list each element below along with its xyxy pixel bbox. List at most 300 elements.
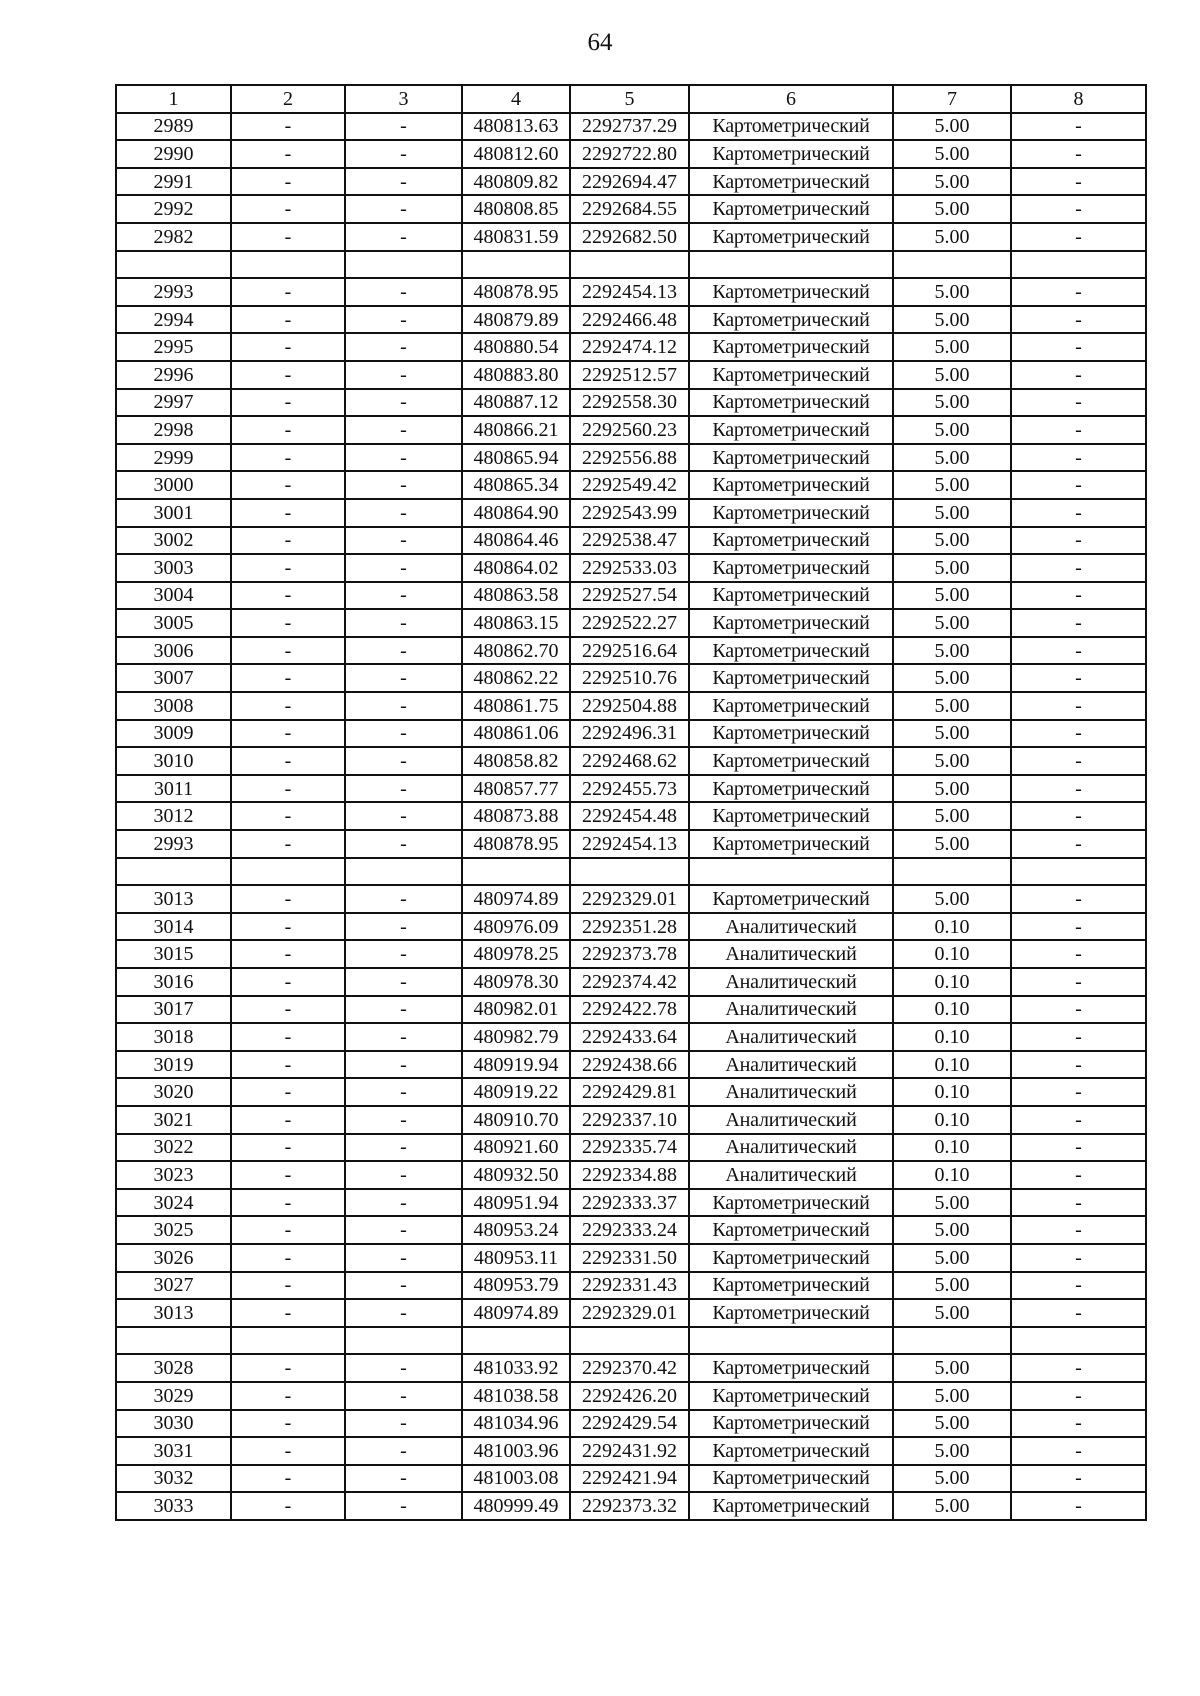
accuracy-cell: 5.00 [893,830,1011,858]
y-coordinate-cell: 2292522.27 [570,609,689,637]
col2-cell: - [231,1051,345,1079]
method-cell: Картометрический [689,802,893,830]
col3-cell: - [345,1161,462,1189]
point-number-cell: 3015 [116,940,231,968]
x-coordinate-cell: 480865.34 [462,471,570,499]
table-row [116,1216,1146,1244]
table-row [116,996,1146,1024]
y-coordinate-cell: 2292429.54 [570,1410,689,1438]
col2-cell: - [231,913,345,941]
point-number-cell: 2982 [116,223,231,251]
col2-cell: - [231,1216,345,1244]
table-row [116,251,1146,279]
accuracy-cell [893,858,1011,886]
method-cell: Картометрический [689,775,893,803]
x-coordinate-cell: 481003.96 [462,1437,570,1465]
x-coordinate-cell: 480808.85 [462,195,570,223]
table-row [116,1327,1146,1355]
x-coordinate-cell: 480809.82 [462,168,570,196]
col8-cell: - [1011,940,1146,968]
col2-cell: - [231,306,345,334]
method-cell: Картометрический [689,1382,893,1410]
col8-cell: - [1011,664,1146,692]
accuracy-cell: 5.00 [893,1382,1011,1410]
method-cell: Картометрический [689,554,893,582]
accuracy-cell: 0.10 [893,1106,1011,1134]
col2-cell: - [231,1134,345,1162]
accuracy-cell: 5.00 [893,1299,1011,1327]
x-coordinate-cell: 480864.90 [462,499,570,527]
col8-cell: - [1011,609,1146,637]
method-cell: Картометрический [689,389,893,417]
point-number-cell [116,1327,231,1355]
col8-cell: - [1011,278,1146,306]
method-cell: Картометрический [689,306,893,334]
col8-cell: - [1011,582,1146,610]
table-row [116,692,1146,720]
col8-cell: - [1011,140,1146,168]
table-row [116,968,1146,996]
method-cell: Картометрический [689,637,893,665]
y-coordinate-cell: 2292556.88 [570,444,689,472]
x-coordinate-cell: 480858.82 [462,747,570,775]
point-number-cell: 3029 [116,1382,231,1410]
col3-cell: - [345,830,462,858]
method-cell: Аналитический [689,1023,893,1051]
col3-cell: - [345,278,462,306]
table-row [116,306,1146,334]
table-row [116,1299,1146,1327]
table-row [116,609,1146,637]
table-row [116,664,1146,692]
method-cell: Картометрический [689,747,893,775]
col2-cell: - [231,1106,345,1134]
col8-cell: - [1011,996,1146,1024]
col8-cell: - [1011,554,1146,582]
table-row [116,1410,1146,1438]
method-cell: Картометрический [689,113,893,141]
y-coordinate-cell: 2292429.81 [570,1078,689,1106]
col3-cell: - [345,113,462,141]
y-coordinate-cell: 2292334.88 [570,1161,689,1189]
x-coordinate-cell: 481034.96 [462,1410,570,1438]
x-coordinate-cell: 480878.95 [462,830,570,858]
x-coordinate-cell: 480857.77 [462,775,570,803]
y-coordinate-cell: 2292496.31 [570,720,689,748]
col2-cell: - [231,664,345,692]
accuracy-cell: 5.00 [893,444,1011,472]
col3-cell: - [345,554,462,582]
accuracy-cell [893,1327,1011,1355]
col8-cell: - [1011,1382,1146,1410]
y-coordinate-cell: 2292722.80 [570,140,689,168]
point-number-cell [116,858,231,886]
accuracy-cell: 5.00 [893,306,1011,334]
table-row [116,858,1146,886]
point-number-cell: 2990 [116,140,231,168]
y-coordinate-cell: 2292431.92 [570,1437,689,1465]
accuracy-cell: 5.00 [893,1244,1011,1272]
x-coordinate-cell: 480978.25 [462,940,570,968]
accuracy-cell: 0.10 [893,996,1011,1024]
method-cell: Картометрический [689,444,893,472]
method-cell: Картометрический [689,140,893,168]
col3-cell: - [345,940,462,968]
col8-cell: - [1011,775,1146,803]
table-row [116,830,1146,858]
point-number-cell: 3028 [116,1354,231,1382]
accuracy-cell: 5.00 [893,885,1011,913]
col3-cell: - [345,1078,462,1106]
col2-cell: - [231,747,345,775]
point-number-cell: 3013 [116,1299,231,1327]
header-cell: 5 [570,85,689,113]
y-coordinate-cell: 2292682.50 [570,223,689,251]
method-cell: Аналитический [689,968,893,996]
point-number-cell: 3027 [116,1272,231,1300]
x-coordinate-cell: 480812.60 [462,140,570,168]
method-cell: Картометрический [689,1189,893,1217]
accuracy-cell: 0.10 [893,1023,1011,1051]
point-number-cell: 2999 [116,444,231,472]
x-coordinate-cell: 480831.59 [462,223,570,251]
method-cell: Картометрический [689,416,893,444]
y-coordinate-cell: 2292694.47 [570,168,689,196]
table-row [116,582,1146,610]
point-number-cell: 2991 [116,168,231,196]
table-row [116,1465,1146,1493]
col8-cell [1011,251,1146,279]
header-cell: 6 [689,85,893,113]
col3-cell: - [345,664,462,692]
col3-cell: - [345,527,462,555]
x-coordinate-cell: 481033.92 [462,1354,570,1382]
point-number-cell: 3024 [116,1189,231,1217]
y-coordinate-cell: 2292549.42 [570,471,689,499]
y-coordinate-cell: 2292370.42 [570,1354,689,1382]
point-number-cell: 3017 [116,996,231,1024]
col3-cell [345,858,462,886]
y-coordinate-cell: 2292516.64 [570,637,689,665]
accuracy-cell: 0.10 [893,1161,1011,1189]
y-coordinate-cell: 2292510.76 [570,664,689,692]
table-row [116,1051,1146,1079]
col8-cell: - [1011,168,1146,196]
method-cell: Картометрический [689,471,893,499]
point-number-cell: 3007 [116,664,231,692]
point-number-cell [116,251,231,279]
col3-cell: - [345,1382,462,1410]
accuracy-cell: 5.00 [893,333,1011,361]
col3-cell: - [345,471,462,499]
method-cell: Картометрический [689,830,893,858]
page-number: 64 [587,29,613,56]
method-cell: Картометрический [689,664,893,692]
col2-cell: - [231,996,345,1024]
method-cell: Аналитический [689,1051,893,1079]
x-coordinate-cell: 480878.95 [462,278,570,306]
method-cell: Аналитический [689,1078,893,1106]
table-row [116,940,1146,968]
col3-cell [345,1327,462,1355]
method-cell: Аналитический [689,1106,893,1134]
point-number-cell: 3023 [116,1161,231,1189]
accuracy-cell: 5.00 [893,168,1011,196]
accuracy-cell: 5.00 [893,664,1011,692]
table-row [116,802,1146,830]
y-coordinate-cell [570,251,689,279]
accuracy-cell: 5.00 [893,802,1011,830]
accuracy-cell: 5.00 [893,609,1011,637]
col2-cell: - [231,333,345,361]
table-row [116,278,1146,306]
point-number-cell: 3019 [116,1051,231,1079]
x-coordinate-cell: 480951.94 [462,1189,570,1217]
col2-cell: - [231,554,345,582]
y-coordinate-cell: 2292421.94 [570,1465,689,1493]
point-number-cell: 3018 [116,1023,231,1051]
table-row [116,361,1146,389]
table-row [116,1354,1146,1382]
method-cell: Картометрический [689,885,893,913]
x-coordinate-cell: 481038.58 [462,1382,570,1410]
method-cell: Картометрический [689,1410,893,1438]
x-coordinate-cell: 480974.89 [462,1299,570,1327]
header-cell: 1 [116,85,231,113]
y-coordinate-cell: 2292737.29 [570,113,689,141]
y-coordinate-cell: 2292454.13 [570,830,689,858]
col3-cell: - [345,1437,462,1465]
col3-cell: - [345,609,462,637]
point-number-cell: 3012 [116,802,231,830]
col8-cell: - [1011,527,1146,555]
y-coordinate-cell: 2292329.01 [570,1299,689,1327]
accuracy-cell: 5.00 [893,637,1011,665]
point-number-cell: 3013 [116,885,231,913]
col8-cell: - [1011,913,1146,941]
table-row [116,1106,1146,1134]
y-coordinate-cell: 2292329.01 [570,885,689,913]
y-coordinate-cell: 2292512.57 [570,361,689,389]
table-row [116,1134,1146,1162]
table-row [116,168,1146,196]
method-cell: Картометрический [689,1465,893,1493]
method-cell [689,251,893,279]
point-number-cell: 3003 [116,554,231,582]
header-cell: 4 [462,85,570,113]
method-cell: Картометрический [689,195,893,223]
method-cell: Картометрический [689,1437,893,1465]
accuracy-cell: 5.00 [893,361,1011,389]
col3-cell: - [345,1134,462,1162]
point-number-cell: 3021 [116,1106,231,1134]
accuracy-cell: 5.00 [893,747,1011,775]
x-coordinate-cell: 480953.24 [462,1216,570,1244]
col2-cell [231,858,345,886]
accuracy-cell: 5.00 [893,113,1011,141]
y-coordinate-cell: 2292331.50 [570,1244,689,1272]
point-number-cell: 2989 [116,113,231,141]
col3-cell: - [345,1244,462,1272]
col3-cell: - [345,582,462,610]
accuracy-cell [893,251,1011,279]
col8-cell: - [1011,1299,1146,1327]
col2-cell: - [231,499,345,527]
col3-cell: - [345,637,462,665]
point-number-cell: 3004 [116,582,231,610]
x-coordinate-cell: 480974.89 [462,885,570,913]
col8-cell: - [1011,416,1146,444]
col3-cell: - [345,885,462,913]
point-number-cell: 3020 [116,1078,231,1106]
col3-cell: - [345,1216,462,1244]
col2-cell: - [231,692,345,720]
table-header [116,85,1146,113]
accuracy-cell: 5.00 [893,1437,1011,1465]
y-coordinate-cell: 2292455.73 [570,775,689,803]
col3-cell: - [345,1410,462,1438]
col2-cell: - [231,609,345,637]
table-row [116,1272,1146,1300]
col3-cell: - [345,168,462,196]
y-coordinate-cell: 2292538.47 [570,527,689,555]
col8-cell: - [1011,1051,1146,1079]
col3-cell: - [345,968,462,996]
table-row [116,527,1146,555]
accuracy-cell: 5.00 [893,195,1011,223]
x-coordinate-cell: 480982.79 [462,1023,570,1051]
method-cell: Аналитический [689,940,893,968]
y-coordinate-cell: 2292333.37 [570,1189,689,1217]
point-number-cell: 2997 [116,389,231,417]
accuracy-cell: 5.00 [893,1465,1011,1493]
method-cell: Аналитический [689,1161,893,1189]
col8-cell: - [1011,1189,1146,1217]
table-row [116,113,1146,141]
col8-cell: - [1011,1410,1146,1438]
col2-cell: - [231,361,345,389]
table-row [116,195,1146,223]
col2-cell: - [231,140,345,168]
col2-cell: - [231,223,345,251]
method-cell: Картометрический [689,692,893,720]
point-number-cell: 3005 [116,609,231,637]
col2-cell: - [231,637,345,665]
x-coordinate-cell: 480953.11 [462,1244,570,1272]
col2-cell: - [231,1492,345,1520]
col8-cell: - [1011,747,1146,775]
method-cell: Картометрический [689,609,893,637]
point-number-cell: 3032 [116,1465,231,1493]
y-coordinate-cell: 2292373.32 [570,1492,689,1520]
table-row [116,775,1146,803]
col2-cell: - [231,1437,345,1465]
col8-cell: - [1011,113,1146,141]
y-coordinate-cell: 2292543.99 [570,499,689,527]
col8-cell: - [1011,306,1146,334]
point-number-cell: 2994 [116,306,231,334]
col3-cell: - [345,333,462,361]
table-body [116,113,1146,1520]
col3-cell: - [345,1299,462,1327]
method-cell: Картометрический [689,168,893,196]
x-coordinate-cell: 480880.54 [462,333,570,361]
x-coordinate-cell: 480864.02 [462,554,570,582]
col2-cell: - [231,416,345,444]
x-coordinate-cell: 480887.12 [462,389,570,417]
col8-cell [1011,858,1146,886]
x-coordinate-cell: 480910.70 [462,1106,570,1134]
x-coordinate-cell: 480953.79 [462,1272,570,1300]
method-cell [689,858,893,886]
accuracy-cell: 5.00 [893,389,1011,417]
method-cell: Аналитический [689,1134,893,1162]
method-cell: Картометрический [689,223,893,251]
point-number-cell: 2995 [116,333,231,361]
x-coordinate-cell: 480863.15 [462,609,570,637]
method-cell [689,1327,893,1355]
table-row [116,1437,1146,1465]
x-coordinate-cell: 480813.63 [462,113,570,141]
table-row [116,1023,1146,1051]
method-cell: Картометрический [689,278,893,306]
point-number-cell: 3031 [116,1437,231,1465]
y-coordinate-cell: 2292533.03 [570,554,689,582]
x-coordinate-cell: 480976.09 [462,913,570,941]
table-row [116,1189,1146,1217]
method-cell: Аналитический [689,996,893,1024]
point-number-cell: 3001 [116,499,231,527]
table-row [116,1492,1146,1520]
col3-cell: - [345,1023,462,1051]
method-cell: Картометрический [689,582,893,610]
col2-cell: - [231,1272,345,1300]
x-coordinate-cell: 480982.01 [462,996,570,1024]
col8-cell: - [1011,389,1146,417]
table-row [116,1078,1146,1106]
col8-cell [1011,1327,1146,1355]
point-number-cell: 3008 [116,692,231,720]
point-number-cell: 3002 [116,527,231,555]
col8-cell: - [1011,1437,1146,1465]
y-coordinate-cell: 2292466.48 [570,306,689,334]
y-coordinate-cell: 2292454.48 [570,802,689,830]
x-coordinate-cell: 480919.94 [462,1051,570,1079]
accuracy-cell: 5.00 [893,1354,1011,1382]
table-row [116,720,1146,748]
x-coordinate-cell: 480921.60 [462,1134,570,1162]
col8-cell: - [1011,1161,1146,1189]
accuracy-cell: 5.00 [893,471,1011,499]
col8-cell: - [1011,637,1146,665]
col2-cell: - [231,885,345,913]
point-number-cell: 3016 [116,968,231,996]
col3-cell: - [345,720,462,748]
y-coordinate-cell: 2292422.78 [570,996,689,1024]
point-number-cell: 3010 [116,747,231,775]
y-coordinate-cell: 2292374.42 [570,968,689,996]
col3-cell: - [345,223,462,251]
y-coordinate-cell: 2292331.43 [570,1272,689,1300]
point-number-cell: 3033 [116,1492,231,1520]
accuracy-cell: 5.00 [893,554,1011,582]
accuracy-cell: 5.00 [893,1410,1011,1438]
col8-cell: - [1011,885,1146,913]
col8-cell: - [1011,444,1146,472]
point-number-cell: 3026 [116,1244,231,1272]
accuracy-cell: 5.00 [893,1216,1011,1244]
y-coordinate-cell: 2292426.20 [570,1382,689,1410]
